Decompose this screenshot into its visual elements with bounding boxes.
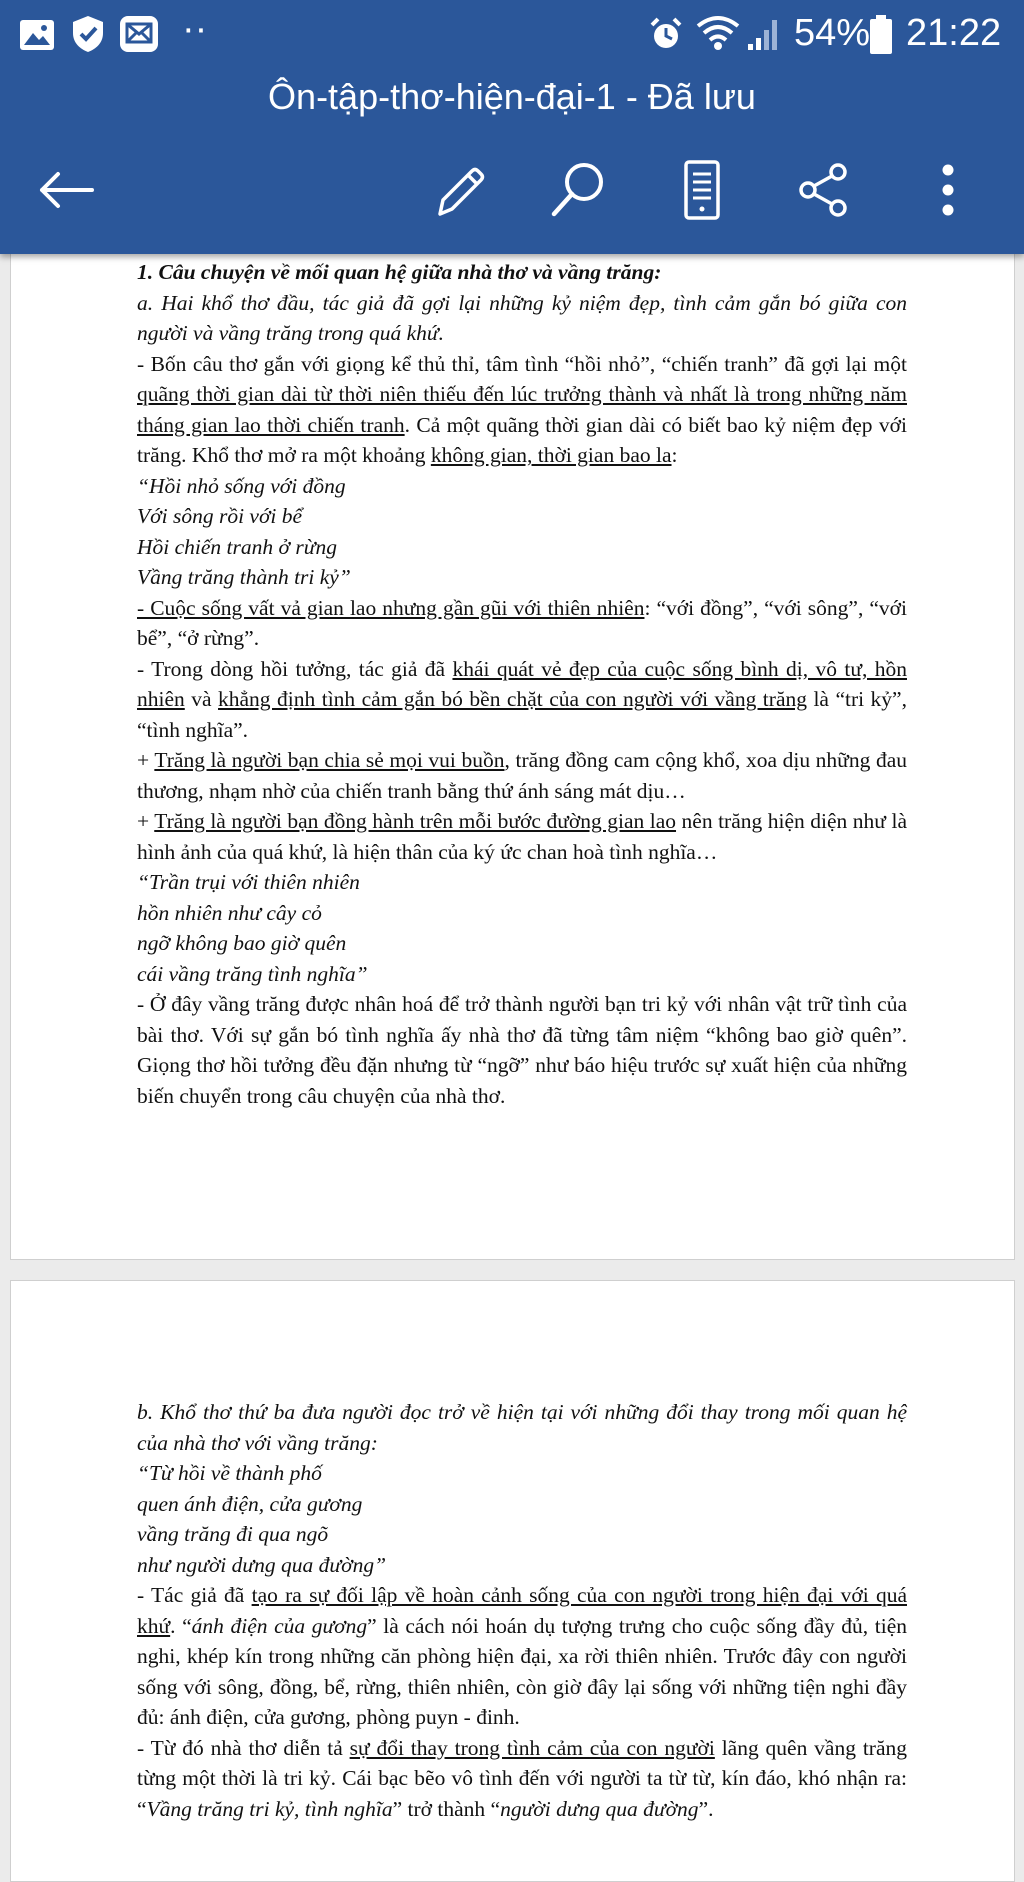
paragraph: + Trăng là người bạn đồng hành trên mỗi bước đường gian lao nên trăng hiện diện như là hình ảnh của quá khứ, là hiện thân của ký ức chan hoà tình nghĩa…: [137, 809, 907, 864]
poem-line: quen ánh điện, cửa gương: [137, 1491, 363, 1516]
subsection-b: b. Khổ thơ thứ ba đưa người đọc trở về hiện tại với những đổi thay trong mối quan hệ của nhà thơ với vầng trăng:: [137, 1400, 907, 1455]
clock: 21:22: [906, 12, 1002, 54]
status-dots: ··: [182, 8, 208, 50]
poem-line: vầng trăng đi qua ngõ: [137, 1522, 329, 1546]
poem-line: “Trần trụi với thiên nhiên: [137, 870, 360, 894]
paragraph: - Bốn câu thơ gắn với giọng kể thủ thỉ, tâm tình “hồi nhỏ”, “chiến tranh” đã gợi lại một quãng thời gian dài từ thời niên thiếu đến lúc trưởng thành và nhất là trong những năm tháng gian lao thời chiến tranh. Cả một quãng thời gian dài có biết bao kỷ niệm đẹp với trăng. Khổ thơ mở ra một khoảng không gian, thời gian bao la:: [137, 351, 908, 467]
document-page-2[interactable]: [10, 1280, 1015, 1882]
paragraph: - Cuộc sống vất vả gian lao nhưng gần gũi với thiên nhiên: “với đồng”, “với sông”, “với bể”, “ở rừng”.: [137, 595, 907, 650]
more-vertical-icon: [938, 160, 958, 220]
search-icon: [546, 158, 610, 222]
poem-line: Với sông rồi với bể: [137, 504, 303, 528]
poem-line: “Từ hồi về thành phố: [137, 1461, 322, 1485]
pencil-icon: [428, 160, 488, 220]
signal-icon: [746, 16, 782, 52]
poem-line: “Hồi nhỏ sống với đồng: [137, 473, 346, 498]
share-button[interactable]: [784, 150, 864, 230]
back-button[interactable]: [26, 150, 106, 230]
page-1-content: [137, 257, 907, 1111]
poem-line: Vầng trăng thành tri kỷ”: [137, 565, 351, 589]
app-header: [0, 0, 1024, 254]
shield-icon: [70, 14, 106, 54]
paragraph: + Trăng là người bạn chia sẻ mọi vui buồn, trăng đồng cam cộng khổ, xoa dịu những đau thương, nhạm nhờ của chiến tranh bằng thứ ánh sáng mát dịu…: [137, 748, 907, 803]
poem-line: ngỡ không bao giờ quên: [137, 931, 347, 955]
page-2-content: [137, 1397, 907, 1824]
battery-percent: 54%: [794, 12, 871, 54]
document-title: Ôn-tập-thơ-hiện-đại-1 - Đã lưu: [268, 76, 756, 117]
search-button[interactable]: [538, 150, 618, 230]
section-heading: 1. Câu chuyện về mối quan hệ giữa nhà thơ và vầng trăng:: [137, 260, 662, 284]
paragraph: - Tác giả đã tạo ra sự đối lập về hoàn cảnh sống của con người trong hiện đại với quá khứ. “ánh điện của gương” là cách nói hoán dụ tượng trưng cho cuộc sống đầy đủ, tiện nghi, khép kín trong những căn phòng hiện đại, xa rời thiên nhiên. Trước đây con người sống với sông, đồng, bể, rừng, thiên nhiên, còn giờ đây lại sống với những tiện nghi đầy đủ: ánh điện, cửa gương, phòng puyn - đinh.: [137, 1583, 907, 1729]
subsection-a: a. Hai khổ thơ đầu, tác giả đã gợi lại những kỷ niệm đẹp, tình cảm gắn bó giữa con người và vầng trăng trong quá khứ.: [137, 290, 907, 345]
poem-line: như người dưng qua đường”: [137, 1552, 387, 1577]
paragraph: - Ở đây vầng trăng được nhân hoá để trở thành người bạn tri kỷ với nhân vật trữ tình của bài thơ. Với sự gắn bó tình nghĩa ấy nhà thơ đã từng tâm niệm “không bao giờ quên”. Giọng thơ hồi tưởng đều đặn nhưng từ “ngỡ” như báo hiệu trước sự xuất hiện của những biến chuyển trong câu chuyện của nhà thơ.: [137, 992, 907, 1108]
document-page-1[interactable]: [10, 232, 1015, 1260]
gallery-icon: [18, 16, 56, 54]
more-options-button[interactable]: [908, 150, 988, 230]
paragraph: - Trong dòng hồi tưởng, tác giả đã khái quát vẻ đẹp của cuộc sống bình dị, vô tư, hồn nhiên và khẳng định tình cảm gắn bó bền chặt của con người với vầng trăng là “tri kỷ”, “tình nghĩa”.: [137, 656, 907, 742]
mobile-view-icon: [677, 158, 727, 222]
alarm-icon: [648, 16, 684, 52]
wifi-icon: [694, 14, 742, 52]
status-bar: [0, 0, 1024, 72]
message-icon: [118, 14, 160, 54]
poem-line: Hồi chiến tranh ở rừng: [137, 534, 337, 559]
poem-line: hồn nhiên như cây cỏ: [137, 900, 322, 925]
mobile-view-button[interactable]: [662, 150, 742, 230]
back-arrow-icon: [36, 170, 96, 210]
poem-line: cái vầng trăng tình nghĩa”: [137, 961, 368, 986]
edit-button[interactable]: [418, 150, 498, 230]
share-icon: [794, 160, 854, 220]
battery-icon: [868, 14, 894, 56]
paragraph: - Từ đó nhà thơ diễn tả sự đổi thay trong tình cảm của con người lãng quên vầng trăng từng một thời là tri kỷ. Cái bạc bẽo vô tình đến với người ta từ từ, kín đáo, khó nhận ra: “Vầng trăng tri kỷ, tình nghĩa” trở thành “người dưng qua đường”.: [137, 1735, 907, 1821]
